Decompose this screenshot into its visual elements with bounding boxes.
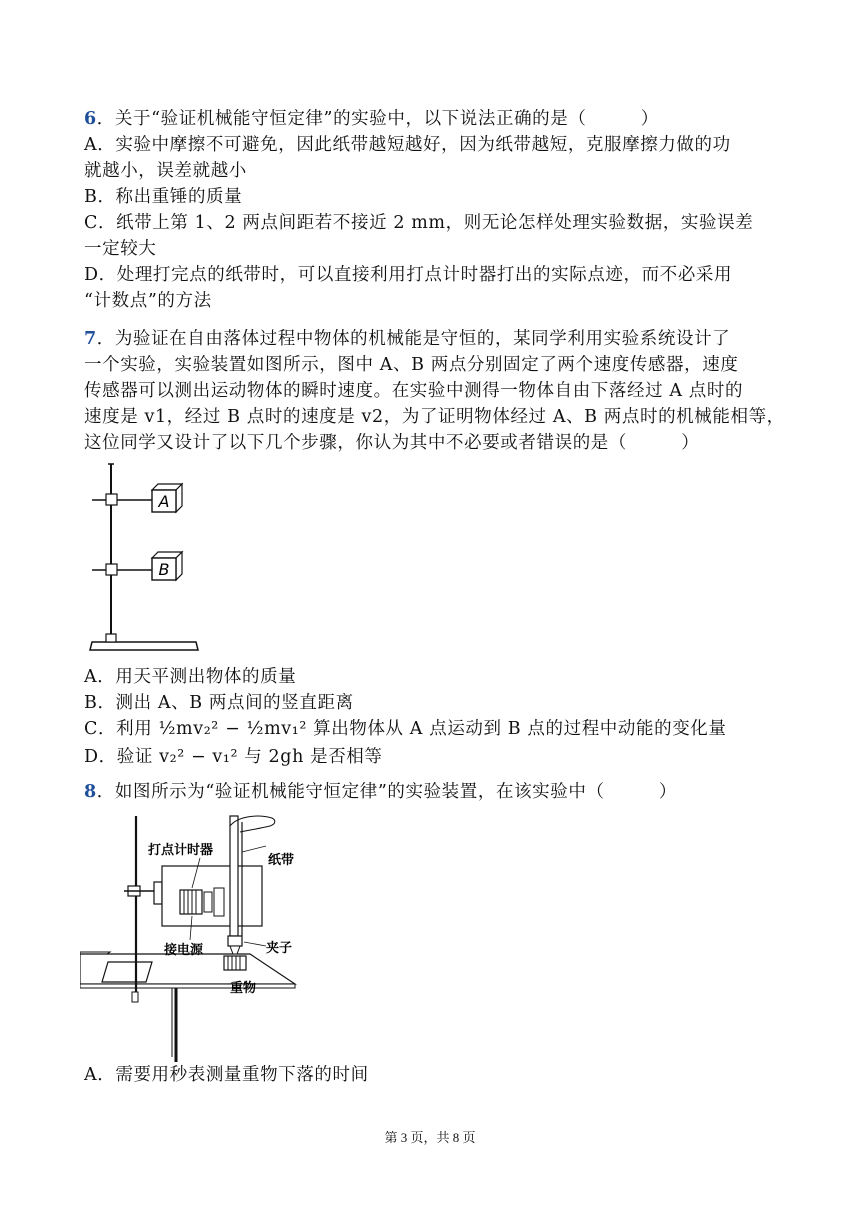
stand-base bbox=[102, 962, 152, 982]
q7-stem-line1 bbox=[84, 326, 730, 352]
q7-stem-line2: 一个实验，实验装置如图所示，图中 A、B 两点分别固定了两个速度传感器，速度 bbox=[84, 355, 739, 375]
page-footer: 第 3 页，共 8 页 bbox=[384, 1130, 476, 1145]
q6-option-d-line2: “计数点”的方法 bbox=[84, 291, 212, 311]
q7-stem-line4: 速度是 v1，经过 B 点时的速度是 v2，为了证明物体经过 A、B 两点时的机械能相等， bbox=[84, 407, 785, 427]
sensor-a-label: A bbox=[158, 492, 170, 511]
q8-number: 8 bbox=[84, 782, 97, 802]
timer-coil bbox=[180, 890, 202, 914]
label-weight: 重物 bbox=[230, 981, 257, 996]
q7-stem-line3: 传感器可以测出运动物体的瞬时速度。在实验中测得一物体自由下落经过 A 点时的 bbox=[84, 381, 744, 401]
q7-option-a: A．用天平测出物体的质量 bbox=[84, 667, 297, 687]
label-clip: 夹子 bbox=[266, 941, 293, 956]
q6-number: 6 bbox=[84, 109, 97, 129]
q7-option-d: D．验证 v₂² − v₁² 与 2gh 是否相等 bbox=[84, 747, 383, 767]
q7-number: 7 bbox=[84, 329, 97, 349]
q6-option-c-line1: C．纸带上第 1、2 两点间距若不接近 2 mm，则无论怎样处理实验数据，实验误差 bbox=[84, 213, 754, 233]
q7-option-b: B．测出 A、B 两点间的竖直距离 bbox=[84, 693, 354, 713]
q8-option-a: A．需要用秒表测量重物下落的时间 bbox=[84, 1065, 369, 1085]
stand-base bbox=[90, 642, 198, 650]
q6-option-b: B．称出重锤的质量 bbox=[84, 187, 243, 207]
label-timer: 打点计时器 bbox=[148, 843, 214, 858]
q7-option-c: C．利用 ½mv₂² − ½mv₁² 算出物体从 A 点运动到 B 点的过程中动能的变化量 bbox=[84, 719, 727, 739]
q6-stem bbox=[84, 106, 659, 132]
q6-stem-text: ．关于“验证机械能守恒定律”的实验中，以下说法正确的是（ ） bbox=[96, 109, 659, 129]
q6-option-c-line2: 一定较大 bbox=[84, 239, 157, 259]
label-tape: 纸带 bbox=[268, 853, 295, 868]
clip bbox=[228, 936, 242, 946]
q6-option-a-line2: 就越小，误差就越小 bbox=[84, 161, 247, 181]
sensor-b-label: B bbox=[158, 560, 170, 579]
q7-stem-line5: 这位同学又设计了以下几个步骤，你认为其中不必要或者错误的是（ ） bbox=[84, 433, 700, 453]
q8-stem bbox=[84, 779, 677, 805]
q7-figure-stand bbox=[84, 460, 204, 660]
q8-figure-apparatus bbox=[80, 812, 320, 1062]
paper-tape bbox=[230, 816, 238, 936]
q8-stem-text: ．如图所示为“验证机械能守恒定律”的实验装置，在该实验中（ ） bbox=[96, 782, 677, 802]
q6-option-a-line1: A．实验中摩擦不可避免，因此纸带越短越好，因为纸带越短，克服摩擦力做的功 bbox=[84, 135, 731, 155]
weight bbox=[224, 956, 246, 970]
q6-option-d-line1: D．处理打完点的纸带时，可以直接利用打点计时器打出的实际点迹，而不必采用 bbox=[84, 265, 733, 285]
label-power: 接电源 bbox=[164, 943, 204, 958]
q7-stem-text: ．为验证在自由落体过程中物体的机械能是守恒的，某同学利用实验系统设计了 bbox=[96, 329, 731, 349]
